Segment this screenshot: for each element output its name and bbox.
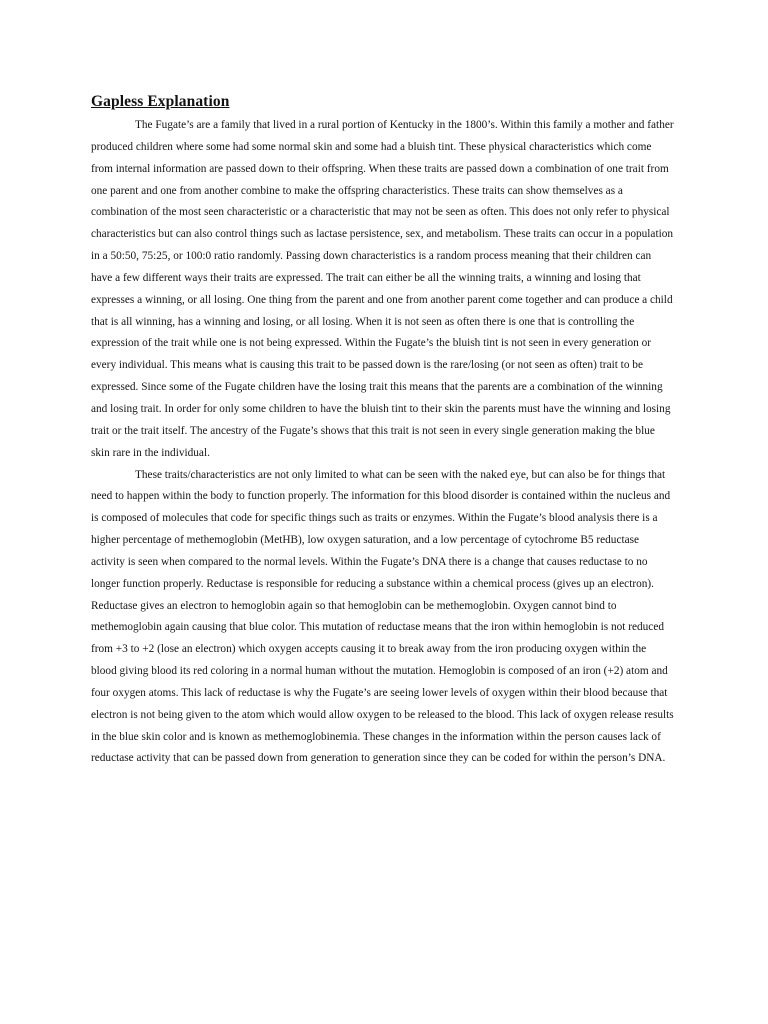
document-body	[91, 115, 674, 770]
document-title: Gapless Explanation	[91, 93, 230, 110]
paragraph-1: The Fugate’s are a family that lived in a rural portion of Kentucky in the 1800’s. Within this family a mother and father produced children where some had some normal skin and some had a bluish tint. These physical characteristics which come from internal information are passed down to their offspring. When these traits are passed down a combination of one trait from one parent and one from another combine to make the offspring characteristics. These traits can show themselves as a combination of the most seen characteristic or a characteristic that may not be seen as often. This does not only refer to physical characteristics but can also control things such as lactase persistence, sex, and metabolism. These traits can occur in a population in a 50:50, 75:25, or 100:0 ratio randomly. Passing down characteristics is a random process meaning that their children can have a few different ways their traits are expressed. The trait can either be all the winning traits, a winning and losing that expresses a winning, or all losing. One thing from the parent and one from another parent come together and can produce a child that is all winning, has a winning and losing, or all losing. When it is not seen as often there is one that is controlling the expression of the trait while one is not being expressed. Within the Fugate’s the bluish tint is not seen in every generation or every individual. This means what is causing this trait to be passed down is the rare/losing (or not seen as often) trait to be expressed. Since some of the Fugate children have the losing trait this means that the parents are a combination of the winning and losing trait. In order for only some children to have the bluish tint to their skin the parents must have the winning and losing trait or the trait itself. The ancestry of the Fugate’s shows that this trait is not seen in every single generation making the blue skin rare in the individual.	[91, 119, 674, 459]
paragraph-2: These traits/characteristics are not only limited to what can be seen with the naked eye, but can also be for things that need to happen within the body to function properly. The information for this blood disorder is contained within the nucleus and is composed of molecules that code for specific things such as traits or enzymes. Within the Fugate’s blood analysis there is a higher percentage of methemoglobin (MetHB), low oxygen saturation, and a low percentage of cytochrome B5 reductase activity is seen when compared to the normal levels. Within the Fugate’s DNA there is a change that causes reductase to no longer function properly. Reductase is responsible for reducing a substance within a chemical process (gives up an electron). Reductase gives an electron to hemoglobin again so that hemoglobin can be methemoglobin. Oxygen cannot bind to methemoglobin again causing that blue color. This mutation of reductase means that the iron within hemoglobin is not reduced from +3 to +2 (lose an electron) which oxygen accepts causing it to break away from the iron producing oxygen within the blood giving blood its red coloring in a normal human without the mutation. Hemoglobin is composed of an iron (+2) atom and four oxygen atoms. This lack of reductase is why the Fugate’s are seeing lower levels of oxygen within their blood because that electron is not being given to the atom which would allow oxygen to be released to the blood. This lack of oxygen release results in the blue skin color and is known as methemoglobinemia. These changes in the information within the person causes lack of reductase activity that can be passed down from generation to generation since they can be coded for within the person’s DNA.	[91, 468, 674, 765]
